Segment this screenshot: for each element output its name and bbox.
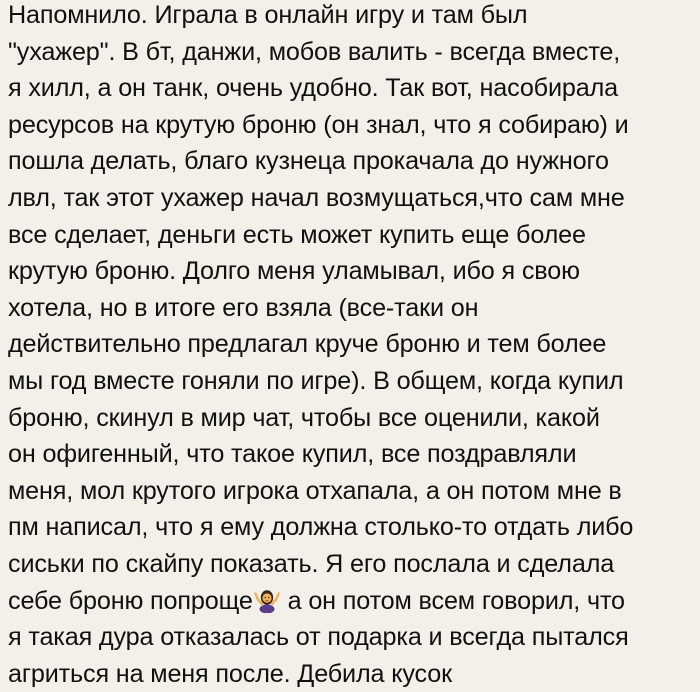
- text-line: Напомнило. Играла в онлайн игру и там был: [8, 1, 528, 29]
- text-line: я хилл, а он танк, очень удобно. Так вот, насобирала: [8, 74, 619, 103]
- text-line: броню, скинул в мир чат, чтобы все оценили, какой: [8, 403, 600, 432]
- text-line: меня, мол крутого игрока отхапала, а он потом мне в: [8, 476, 622, 505]
- post-body: [8, 0, 700, 692]
- text-line: я такая дура отказалась от подарка и всегда пытался: [8, 623, 629, 652]
- text-line: "ухажер". В бт, данжи, мобов валить - всегда вместе,: [8, 37, 621, 66]
- text-line: агриться на меня после. Дебила кусок: [8, 659, 452, 688]
- text-line-with-emoji: [8, 583, 700, 620]
- text-line: лвл, так этот ухажер начал возмущаться,что сам мне: [8, 183, 625, 212]
- text-line: сиськи по скайпу показать. Я его послала и сделала: [8, 549, 615, 578]
- text-line: мы год вместе гоняли по игре). В общем, когда купил: [8, 366, 624, 395]
- text-line: крутую броню. Долго меня уламывал, ибо я свою: [8, 257, 580, 286]
- text-segment: себе броню попроще: [8, 586, 253, 615]
- text-line: все сделает, деньги есть может купить еще более: [8, 220, 586, 249]
- woman-shrugging-emoji-icon: [254, 587, 280, 624]
- text-line: ресурсов на крутую броню (он знал, что я собираю) и: [8, 110, 629, 139]
- text-line: пошла делать, благо кузнеца прокачала до нужного: [8, 147, 609, 176]
- text-segment: а он потом всем говорил, что: [280, 586, 625, 615]
- text-line: хотела, но в итоге его взяла (все-таки он: [8, 293, 479, 322]
- text-line: он офигенный, что такое купил, все поздравляли: [8, 440, 577, 469]
- text-line: действительно предлагал круче броню и тем более: [8, 330, 607, 359]
- text-line: пм написал, что я ему должна столько-то отдать либо: [8, 513, 634, 542]
